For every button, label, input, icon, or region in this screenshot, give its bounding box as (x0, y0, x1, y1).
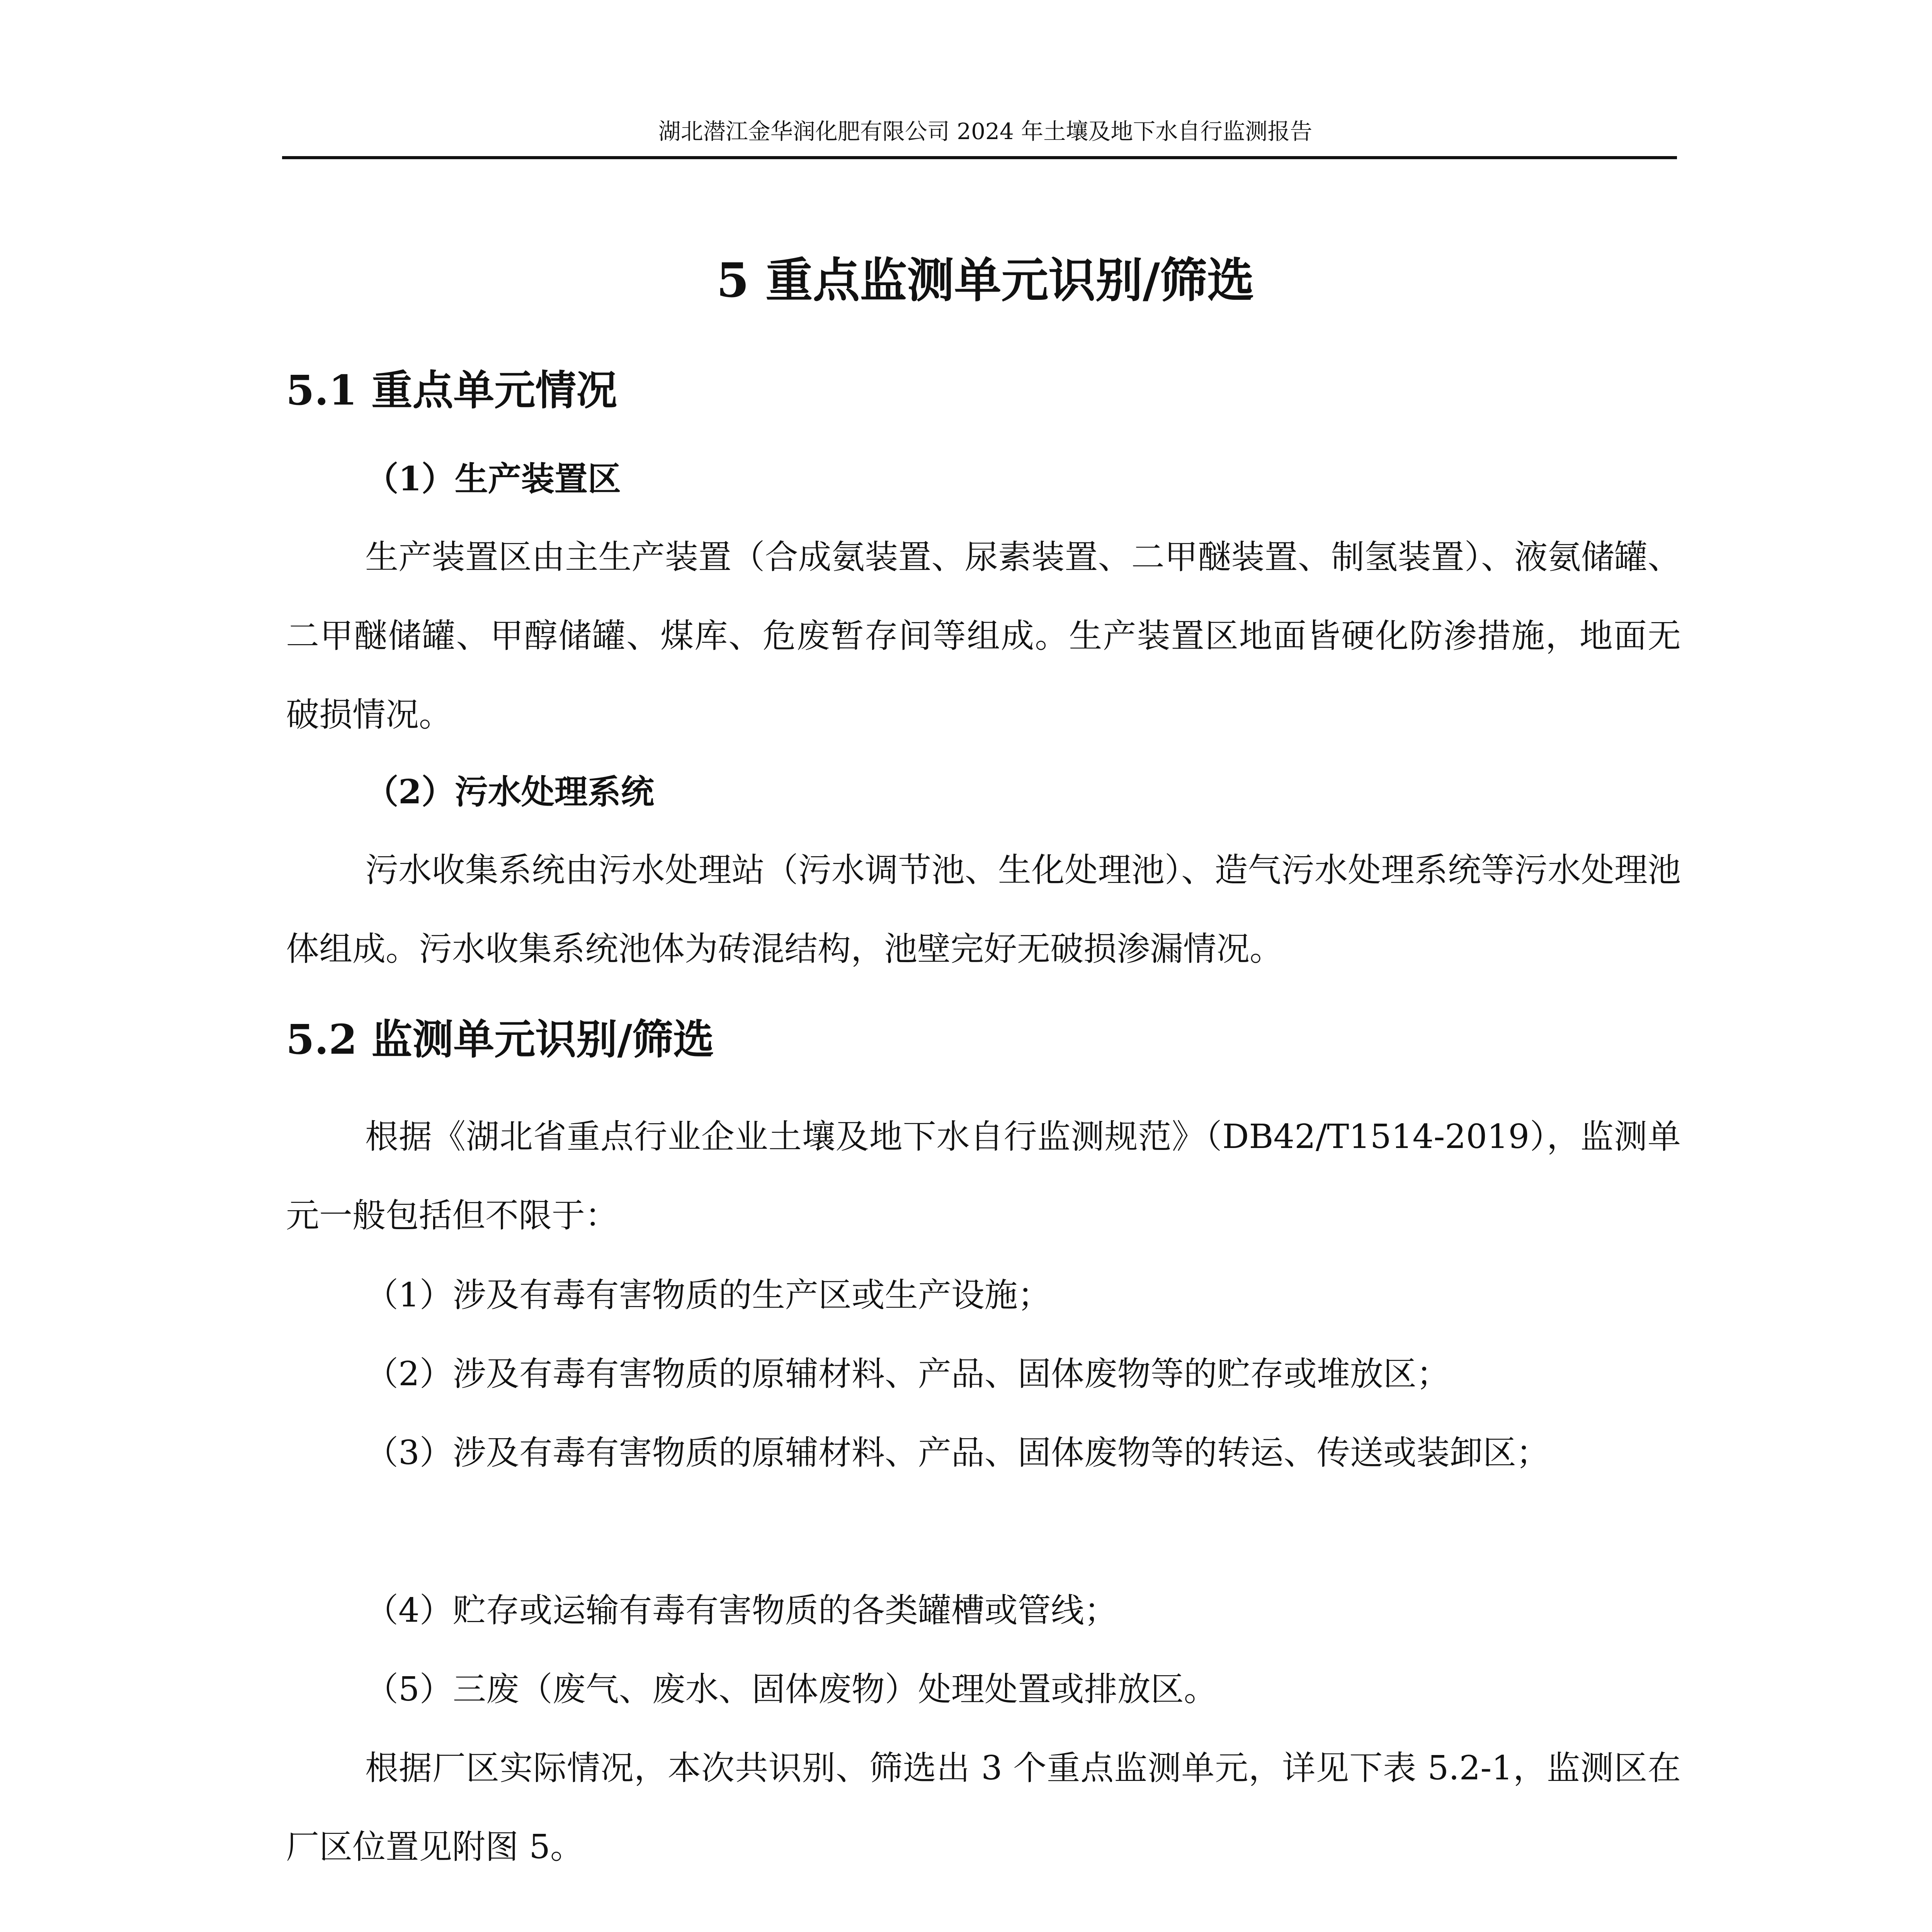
list-item-2: （2）涉及有毒有害物质的原辅材料、产品、固体废物等的贮存或堆放区； (365, 1355, 1450, 1393)
paragraph-production-area: 生产装置区由主生产装置（合成氨装置、尿素装置、二甲醚装置、制氢装置）、液氨储罐、二甲醚储罐、甲醇储罐、煤库、危废暂存间等组成。生产装置区地面皆硬化防渗措施，地面无破损情况。 (286, 538, 1681, 734)
section-title-5-2: 5.2 监测单元识别/筛选 (286, 1015, 714, 1063)
list-item-1: （1）涉及有毒有害物质的生产区或生产设施； (365, 1276, 1051, 1315)
paragraph-monitoring-intro: 根据《湖北省重点行业企业土壤及地下水自行监测规范》（DB42/T1514-2019），监测单元一般包括但不限于： (286, 1117, 1681, 1235)
list-item-5: （5）三废（废气、废水、固体废物）处理处置或排放区。 (365, 1670, 1217, 1709)
page-header: 湖北潜江金华润化肥有限公司 2024 年土壤及地下水自行监测报告 (658, 118, 1313, 145)
subheading-wastewater-system: （2）污水处理系统 (365, 772, 654, 811)
subheading-production-area: （1）生产装置区 (365, 459, 621, 498)
paragraph-wastewater-system: 污水收集系统由污水处理站（污水调节池、生化处理池）、造气污水处理系统等污水处理池体组成。污水收集系统池体为砖混结构，池壁完好无破损渗漏情况。 (286, 851, 1681, 968)
paragraph-conclusion: 根据厂区实际情况，本次共识别、筛选出 3 个重点监测单元，详见下表 5.2-1，监测区在厂区位置见附图 5。 (286, 1749, 1681, 1866)
list-item-4: （4）贮存或运输有毒有害物质的各类罐槽或管线； (365, 1591, 1117, 1630)
section-title-5-1: 5.1 重点单元情况 (286, 366, 617, 414)
header-divider (282, 156, 1677, 159)
chapter-title: 5 重点监测单元识别/筛选 (716, 252, 1254, 308)
list-item-3: （3）涉及有毒有害物质的原辅材料、产品、固体废物等的转运、传送或装卸区； (365, 1434, 1549, 1472)
